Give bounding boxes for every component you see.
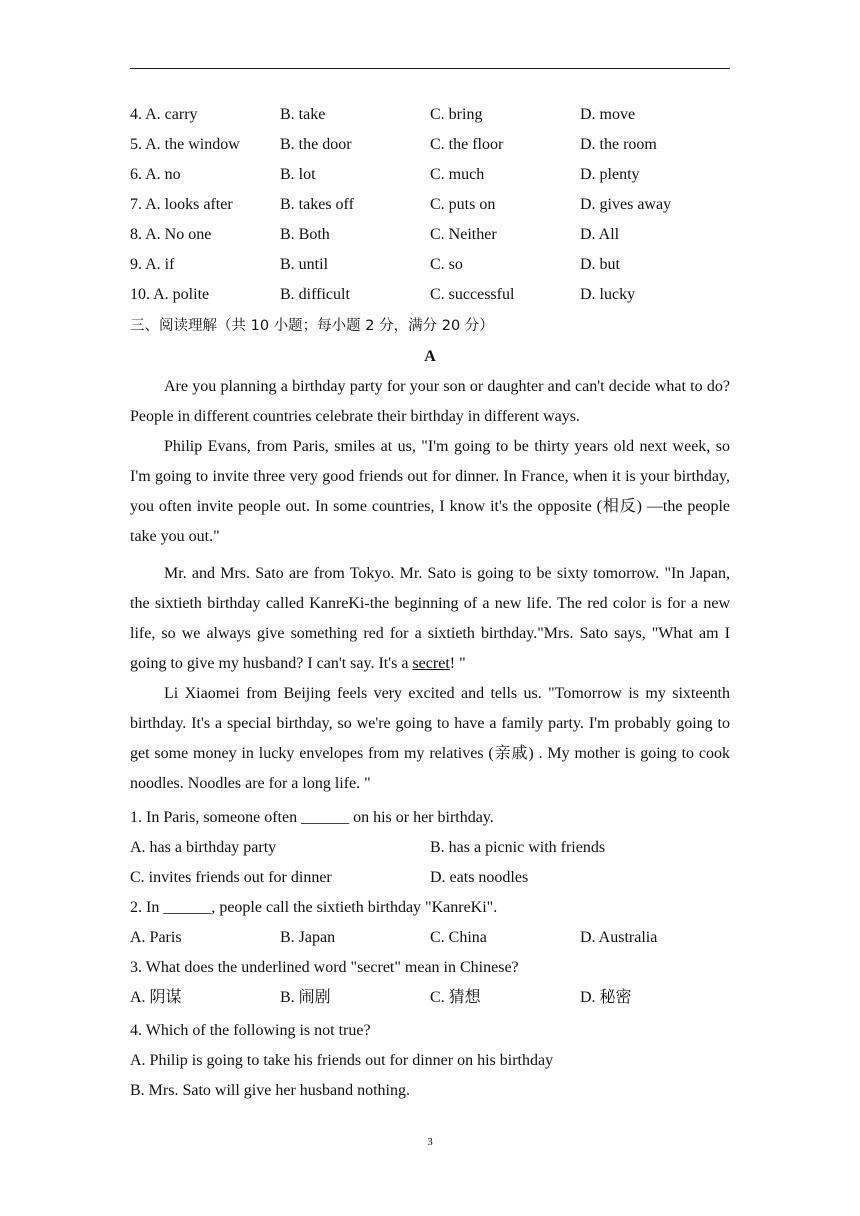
question-2: 2. In ______, people call the sixtieth birthday "KanreKi". <box>130 899 498 916</box>
option-a: A. 阴谋 <box>130 989 182 1006</box>
option-b: B. takes off <box>280 196 354 213</box>
option-d: D. move <box>580 106 636 123</box>
passage-paragraph-3 <box>130 559 730 679</box>
option-b: B. has a picnic with friends <box>430 839 606 856</box>
cloze-option-row <box>130 283 730 307</box>
option-d: D. plenty <box>580 166 640 183</box>
question-3: 3. What does the underlined word "secret" mean in Chinese? <box>130 959 519 976</box>
option-a: 10. A. polite <box>130 286 210 303</box>
question-1-options-row-2 <box>130 866 730 890</box>
question-1-options-row-1 <box>130 836 730 860</box>
option-a: 8. A. No one <box>130 226 212 243</box>
option-c: C. so <box>430 256 463 273</box>
option-c: C. much <box>430 166 485 183</box>
option-a: 7. A. looks after <box>130 196 233 213</box>
option-d: D. All <box>580 226 620 243</box>
option-b: B. 闹剧 <box>280 989 331 1006</box>
header-rule <box>130 68 730 69</box>
cloze-option-row <box>130 193 730 217</box>
paragraph-3-text: Mr. and Mrs. Sato are from Tokyo. Mr. Sato is going to be sixty tomorrow. "In Japan, the sixtieth birthday called KanreKi-the beginning of a new life. The red color is for a new life, so we always give something red for a sixtieth birthday."Mrs. Sato says, "What am I going to give my husband? I can't say. It's a <box>130 565 730 672</box>
option-d: D. but <box>580 256 620 273</box>
option-b: B. the door <box>280 136 352 153</box>
option-a: A. has a birthday party <box>130 839 277 856</box>
option-c: C. puts on <box>430 196 496 213</box>
option-a: A. Paris <box>130 929 182 946</box>
option-d: D. Australia <box>580 929 658 946</box>
option-d: D. eats noodles <box>430 869 529 886</box>
option-b: B. difficult <box>280 286 350 303</box>
cloze-option-row <box>130 163 730 187</box>
question-4: 4. Which of the following is not true? <box>130 1022 371 1039</box>
question-4-option-b: B. Mrs. Sato will give her husband nothing. <box>130 1082 410 1099</box>
question-3-options <box>130 986 730 1010</box>
passage-label: A <box>424 348 436 365</box>
underlined-word-secret: secret <box>412 655 450 672</box>
option-c: C. successful <box>430 286 515 303</box>
passage-paragraph-2: Philip Evans, from Paris, smiles at us, "I'm going to be thirty years old next week, so I'm going to invite three very good friends out for dinner. In France, when it is your birthday, you often invite people out. In some countries, I know it's the opposite (相反) —the people take you out." <box>130 438 730 545</box>
passage-paragraph-4: Li Xiaomei from Beijing feels very excited and tells us. "Tomorrow is my sixteenth birthday. It's a special birthday, so we're going to have a family party. I'm probably going to get some money in lucky envelopes from my relatives (亲戚) . My mother is going to cook noodles. Noodles are for a long life. " <box>130 685 730 792</box>
option-b: B. Japan <box>280 929 336 946</box>
option-b: B. until <box>280 256 329 273</box>
option-c: C. China <box>430 929 487 946</box>
option-b: B. Both <box>280 226 330 243</box>
option-a: 9. A. if <box>130 256 175 273</box>
option-c: C. bring <box>430 106 483 123</box>
cloze-option-row <box>130 253 730 277</box>
passage-paragraph-1: Are you planning a birthday party for your son or daughter and can't decide what to do? People in different countries celebrate their birthday in different ways. <box>130 378 730 425</box>
option-d: D. the room <box>580 136 657 153</box>
option-a: 6. A. no <box>130 166 181 183</box>
option-b: B. take <box>280 106 326 123</box>
option-a: 5. A. the window <box>130 136 240 153</box>
option-b: B. lot <box>280 166 316 183</box>
section-title: 三、阅读理解（共 10 小题；每小题 2 分，满分 20 分） <box>130 318 494 334</box>
cloze-option-row <box>130 223 730 247</box>
option-c: C. invites friends out for dinner <box>130 869 332 886</box>
question-2-options <box>130 926 730 950</box>
option-d: D. 秘密 <box>580 989 632 1006</box>
page-number: 3 <box>427 1136 433 1148</box>
cloze-option-row <box>130 133 730 157</box>
question-4-option-a: A. Philip is going to take his friends out for dinner on his birthday <box>130 1052 554 1069</box>
question-1: 1. In Paris, someone often ______ on his or her birthday. <box>130 809 494 826</box>
paragraph-3-end: ! " <box>449 655 466 672</box>
cloze-option-row <box>130 103 730 127</box>
option-d: D. gives away <box>580 196 672 213</box>
option-c: C. 猜想 <box>430 989 481 1006</box>
option-a: 4. A. carry <box>130 106 198 123</box>
option-c: C. the floor <box>430 136 504 153</box>
option-d: D. lucky <box>580 286 636 303</box>
option-c: C. Neither <box>430 226 497 243</box>
